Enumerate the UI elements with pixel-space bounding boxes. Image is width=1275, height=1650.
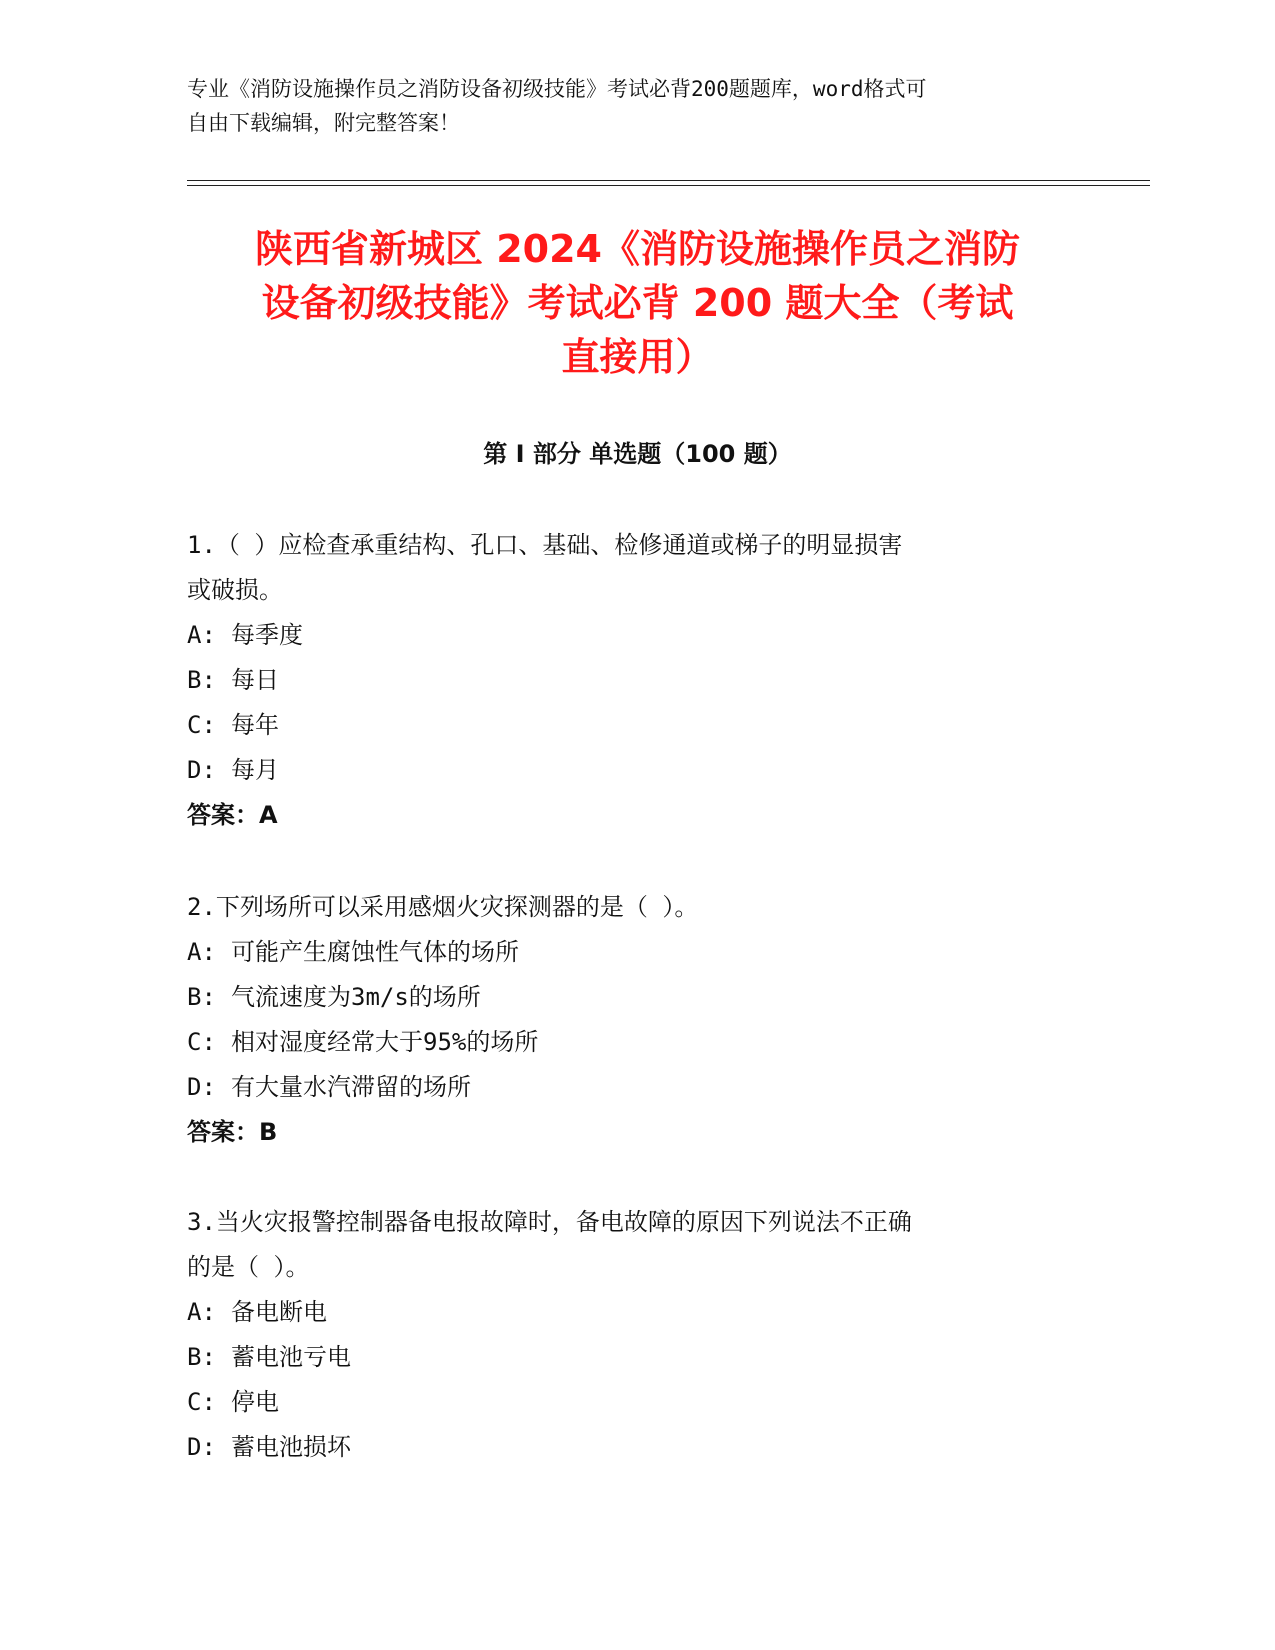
option-c (187, 1380, 1087, 1425)
question-stem: 3.当火灾报警控制器备电报故障时，备电故障的原因下列说法不正确 (187, 1208, 912, 1236)
option-letter: B: (187, 1343, 216, 1371)
option-b (187, 975, 1087, 1020)
option-d (187, 1425, 1087, 1470)
option-letter: D: (187, 1073, 216, 1101)
question-stem: 2.下列场所可以采用感烟火灾探测器的是（ ）。 (187, 893, 699, 921)
option-a (187, 930, 1087, 975)
option-text: 每年 (231, 711, 279, 739)
option-text: 相对湿度经常大于95%的场所 (231, 1028, 539, 1056)
option-letter: D: (187, 1433, 216, 1461)
question-stem: 或破损。 (187, 576, 283, 604)
option-text: 每日 (231, 666, 279, 694)
option-text: 有大量水汽滞留的场所 (231, 1073, 471, 1101)
option-c (187, 703, 1087, 748)
option-letter: C: (187, 1388, 216, 1416)
option-letter: A: (187, 1298, 216, 1326)
option-letter: A: (187, 938, 216, 966)
option-letter: C: (187, 1028, 216, 1056)
header-note-line: 自由下载编辑，附完整答案！ (187, 111, 460, 135)
answer-text: 答案：A (187, 801, 278, 829)
option-text: 可能产生腐蚀性气体的场所 (231, 938, 519, 966)
option-c (187, 1020, 1087, 1065)
answer-text: 答案：B (187, 1118, 278, 1146)
document-title-line: 直接用） (561, 335, 714, 379)
option-b (187, 658, 1087, 703)
document-title-line: 陕西省新城区 2024《消防设施操作员之消防 (255, 227, 1020, 271)
document-title (150, 222, 1125, 384)
option-b (187, 1335, 1087, 1380)
question-stem: 1.（ ）应检查承重结构、孔口、基础、检修通道或梯子的明显损害 (187, 531, 903, 559)
option-text: 每月 (231, 756, 279, 784)
document-title-line: 设备初级技能》考试必背 200 题大全（考试 (261, 281, 1014, 325)
option-letter: B: (187, 666, 216, 694)
question-2 (187, 885, 1087, 1155)
option-d (187, 1065, 1087, 1110)
option-text: 蓄电池亏电 (231, 1343, 351, 1371)
option-letter: A: (187, 621, 216, 649)
header-note (187, 72, 1067, 140)
option-d (187, 748, 1087, 793)
option-a (187, 613, 1087, 658)
option-letter: C: (187, 711, 216, 739)
question-3 (187, 1200, 1087, 1470)
option-letter: D: (187, 756, 216, 784)
header-divider (187, 180, 1150, 181)
option-text: 气流速度为3m/s的场所 (231, 983, 481, 1011)
question-1 (187, 523, 1087, 838)
section-title: 第 I 部分 单选题（100 题） (483, 440, 792, 468)
header-divider (187, 185, 1150, 186)
option-text: 蓄电池损坏 (231, 1433, 351, 1461)
option-text: 每季度 (231, 621, 303, 649)
option-text: 停电 (231, 1388, 279, 1416)
option-text: 备电断电 (231, 1298, 327, 1326)
question-stem: 的是（ ）。 (187, 1253, 310, 1281)
header-note-line: 专业《消防设施操作员之消防设备初级技能》考试必背200题题库，word格式可 (187, 77, 927, 101)
option-a (187, 1290, 1087, 1335)
option-letter: B: (187, 983, 216, 1011)
